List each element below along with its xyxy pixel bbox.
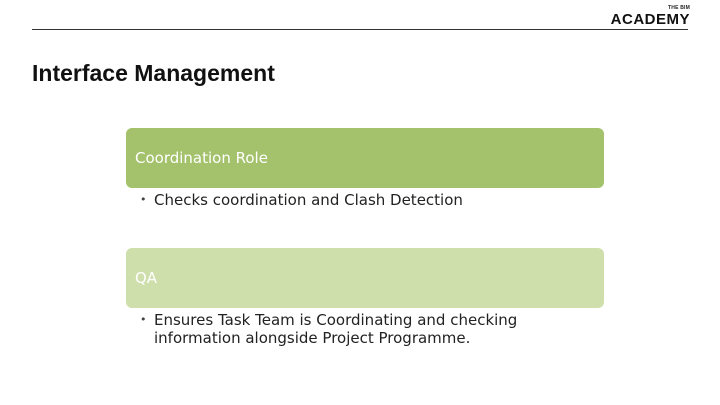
section-heading: QA: [135, 269, 158, 287]
list-item: • Checks coordination and Clash Detection: [138, 191, 463, 209]
header-divider: [32, 29, 688, 30]
coordination-role-list: [138, 191, 463, 209]
section-header-coordination-role: [126, 128, 604, 188]
list-item: • Ensures Task Team is Coordinating and checking information alongside Project Programme.: [138, 311, 558, 347]
section-header-qa: [126, 248, 604, 308]
qa-list: [138, 311, 558, 347]
brand-logo: [611, 6, 690, 27]
logo-small-text: THE BIM: [668, 5, 690, 11]
section-heading: Coordination Role: [135, 149, 268, 167]
logo-main-text: ACADEMY: [610, 11, 690, 28]
page-title: Interface Management: [32, 60, 275, 86]
